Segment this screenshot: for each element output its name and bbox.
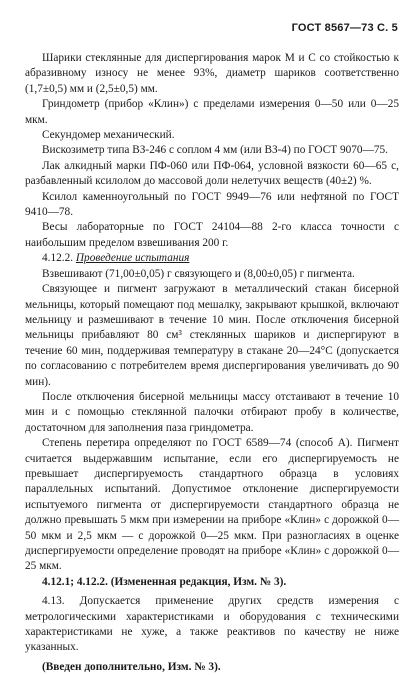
paragraph-introduced: (Введен дополнительно, Изм. № 3). [42, 660, 221, 673]
section-number: 4.12.2. [42, 252, 76, 265]
paragraph-stopwatch: Секундомер механический. [42, 129, 175, 142]
document-body [25, 51, 399, 675]
paragraph-procedure: Связующее и пигмент загружают в металлический стакан бисерной мельницы, который помещают под мешалку, закрывают крышкой, включают мельницу и размешивают в течение 10 мин. После отключения бисерной мельницы прибавляют 80 см³ стеклянных шариков и диспергируют в течение 60 мин, поддерживая температуру в стакане 20—24°С (допускается по согласованию с потребителем время диспергирования увеличивать до 90 мин). [25, 283, 399, 388]
paragraph-amendment: 4.12.1; 4.12.2. (Измененная редакция, Изм. № 3). [42, 575, 287, 588]
paragraph-weighing: Взвешивают (71,00±0,05) г связующего и (8,00±0,05) г пигмента. [42, 267, 355, 280]
section-4-12-2 [25, 251, 399, 266]
paragraph-xylene: Ксилол каменноугольный по ГОСТ 9949—76 или нефтяной по ГОСТ 9410—78. [25, 190, 399, 219]
paragraph-scales: Весы лабораторные по ГОСТ 24104—88 2-го класса точности с наибольшим пределом взвешивания 200 г. [25, 221, 399, 249]
paragraph-grindometer: Гриндометр (прибор «Клин») с пределами измерения 0—50 или 0—25 мкм. [25, 98, 399, 126]
paragraph-settling: После отключения бисерной мельницы массу отстаивают в течение 10 мин и с помощью стеклянной палочки отбирают пробу в количестве, достаточном для заполнения паза гриндометра. [25, 390, 399, 434]
paragraph-4-13: 4.13. Допускается применение других средств измерения с метрологическими характеристиками и оборудования с техническими характеристиками не хуже, а также реактивов по качеству не ниже указанных. [25, 595, 399, 654]
paragraph-lacquer: Лак алкидный марки ПФ-060 или ПФ-064, условной вязкости 60—65 с, разбавленный ксилолом до массовой доли нелетучих веществ (40±2) %. [25, 159, 399, 188]
paragraph-viscometer: Вискозиметр типа ВЗ-246 с соплом 4 мм (или ВЗ-4) по ГОСТ 9070—75. [42, 144, 388, 157]
paragraph-glass-beads: Шарики стеклянные для диспергирования марок М и С со стойкостью к абразивному износу не менее 93%, диаметр шариков соответственно (1,7±0,5) мм и (2,5±0,5) мм. [25, 52, 399, 95]
section-subheading: Проведение испытания [75, 252, 190, 265]
paragraph-fineness: Степень перетира определяют по ГОСТ 6589—74 (способ А). Пигмент считается выдержавшим испытание, если его диспергируемость не превышает диспергируемость стандартного образца в условиях параллельных испытаний. Допустимое отклонение диспергируемости испытуемого пигмента от диспергируемости стандартного образца не должно превышать 5 мкм при измерении на приборе «Клин» с дорожкой 0—50 мкм и 2,5 мкм — с дорожкой 0—25 мкм. При разногласиях в оценке диспергируемости определение проводят на приборе «Клин» с дорожкой 0—25 мкм. [25, 437, 399, 573]
page-header: ГОСТ 8567—73 С. 5 [291, 22, 398, 34]
